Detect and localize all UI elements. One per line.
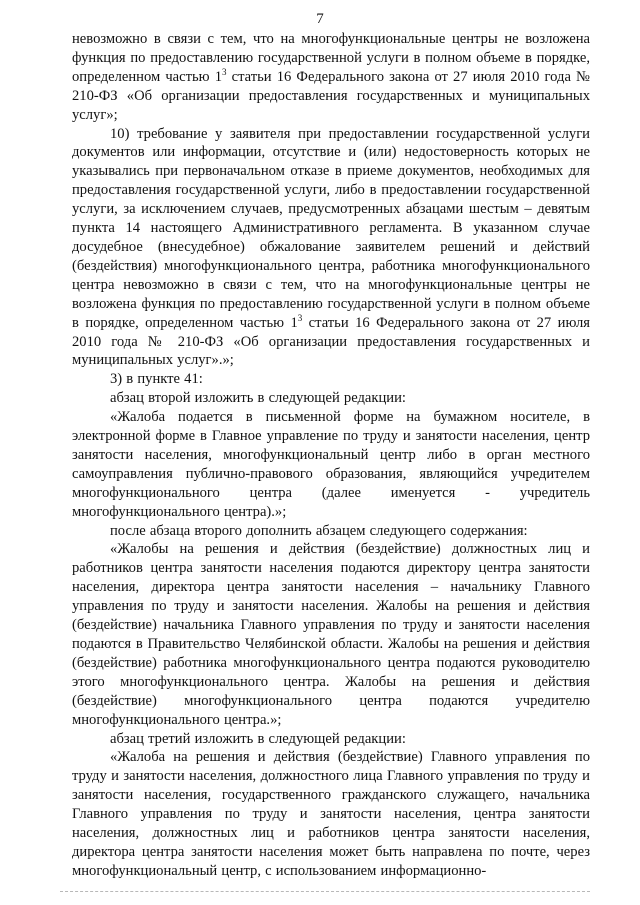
paragraph-item-3: 3) в пункте 41:	[110, 371, 203, 388]
paragraph-item-10	[72, 125, 590, 371]
paragraph-text: 10) требование у заявителя при предоставлении государственной услуги документов или информации, отсутствие и (или) недостоверность которых не указывались при первоначальном отказе в приеме документов, необходимых для предоставления государственной услуги, либо в предоставлении государственной услуги, за исключением случаев, предусмотренных абзацами шестым – девятым пункта 14 настоящего Административного регламента. В указанном случае досудебное (внесудебное) обжалование заявителем решений и действий (бездействия) многофункционального центра, работника многофункционального центра невозможно в связи с тем, что на многофункциональные центры не возложена функция по предоставлению государственной услуги в полном объеме в порядке, определенном частью 1	[72, 125, 590, 331]
paragraph-quote: «Жалобы на решения и действия (бездействие) должностных лиц и работников центра занятости населения подаются директору центра занятости населения, директора центра занятости населения – начальнику Главного управления по труду и занятости населения. Жалобы на решения и действия (бездействие) начальника Главного управления по труду и занятости населения подаются в Правительство Челябинской области. Жалобы на решения и действия (бездействие) работника многофункционального центра подаются руководителю этого многофункционального центра. Жалобы на решения и действия (бездействие) многофункционального центра подаются учредителю многофункционального центра.»;	[72, 541, 590, 728]
paragraph-quote: «Жалоба подается в письменной форме на бумажном носителе, в электронной форме в Главное управление по труду и занятости населения, центр занятости населения, многофункциональный центр либо в орган местного самоуправления публично-правового образования, являющийся учредителем многофункционального центра (далее именуется - учредитель многофункционального центра).»;	[72, 409, 590, 520]
paragraph-text: невозможно в связи с тем, что на многофункциональные центры не возложена функция по предоставлению государственной услуги в полном объеме в порядке, определенном частью 1	[72, 31, 590, 85]
paragraph-instruction: абзац второй изложить в следующей редакции:	[110, 390, 406, 407]
paragraph-text: статьи 16 Федерального закона от 27 июля 2010 года № 210-ФЗ «Об организации предоставления государственных и муниципальных услуг».»;	[72, 314, 590, 369]
scan-edge-line	[60, 891, 590, 893]
page-number: 7	[316, 11, 324, 27]
paragraph-quote: «Жалоба на решения и действия (бездействие) Главного управления по труду и занятости населения, должностного лица Главного управления по труду и занятости населения, государственного гражданского служащего, начальника Главного управления по труду и занятости населения, центра занятости населения, должностных лиц и работников центра занятости населения, директора центра занятости населения может быть направлена по почте, через многофункциональный центр, с использованием информационно-	[72, 749, 590, 879]
paragraph-instruction: после абзаца второго дополнить абзацем следующего содержания:	[110, 522, 528, 539]
document-body	[72, 30, 590, 881]
paragraph-continuation	[72, 30, 590, 125]
superscript: 3	[297, 312, 303, 323]
superscript: 3	[222, 66, 227, 77]
paragraph-instruction: абзац третий изложить в следующей редакции:	[110, 730, 406, 747]
paragraph-text: статьи 16 Федерального закона от 27 июля 2010 года № 210-ФЗ «Об организации предоставления государственных и муниципальных услуг»;	[72, 68, 590, 123]
